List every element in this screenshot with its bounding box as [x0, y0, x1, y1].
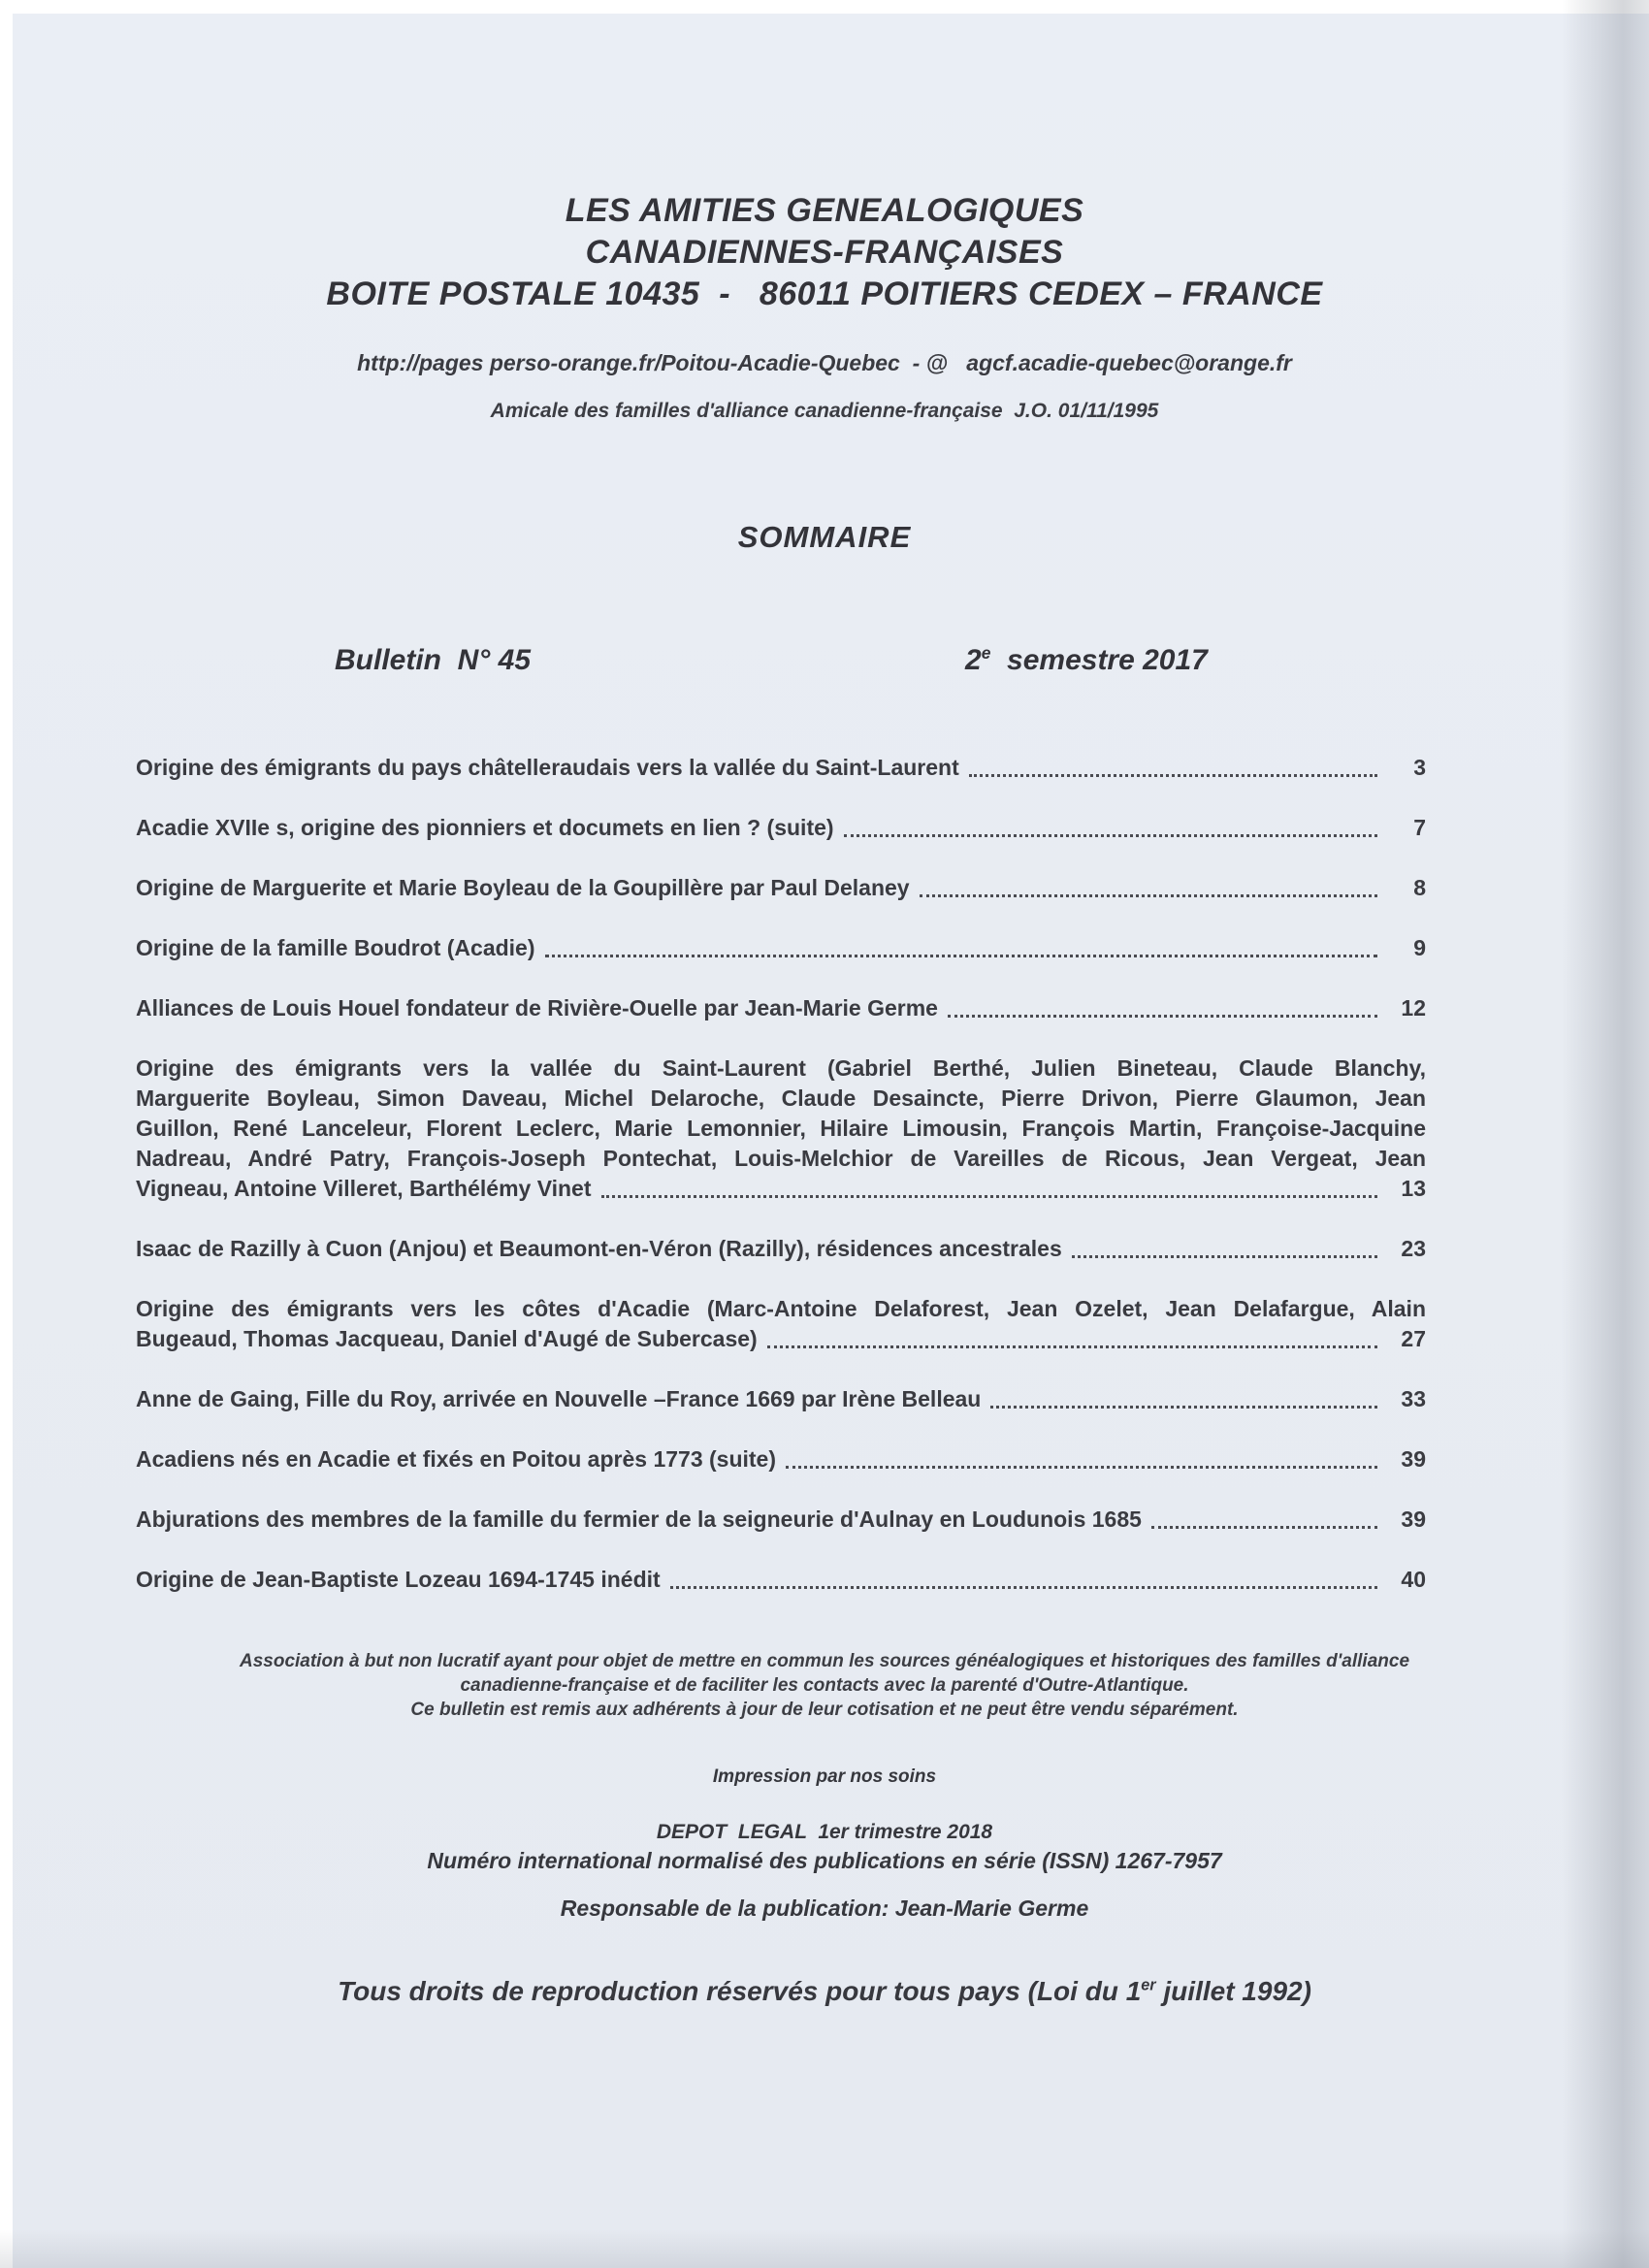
- page-content: [136, 0, 1513, 2007]
- toc-page-number: 9: [1413, 935, 1426, 960]
- toc-entry-text-line: Nadreau, André Patry, François-Joseph Pontechat, Louis-Melchior de Vareilles de Ricous, Jean Vergeat, Jean: [136, 1146, 1426, 1171]
- toc-page-number: 39: [1401, 1446, 1426, 1472]
- toc-page-number: 3: [1413, 755, 1426, 780]
- toc-entry: [136, 1294, 1426, 1354]
- copyright-text: Tous droits de reproduction réservés pour tous pays (Loi du 1: [338, 1976, 1142, 2006]
- toc-entry-title: Origine de Jean-Baptiste Lozeau 1694-1745 inédit: [136, 1567, 661, 1592]
- toc-entry: [136, 1053, 1426, 1204]
- toc-entry-title: Vigneau, Antoine Villeret, Barthélémy Vinet: [136, 1176, 592, 1201]
- toc-page-number: 39: [1401, 1507, 1426, 1532]
- toc-entry-title: Isaac de Razilly à Cuon (Anjou) et Beaumont-en-Véron (Razilly), résidences ancestrales: [136, 1236, 1062, 1261]
- bulletin-issue-row: [136, 644, 1513, 685]
- toc-entry-last-line: [136, 933, 1426, 963]
- semester-rest: semestre 2017: [990, 644, 1208, 676]
- toc-page-number: 33: [1401, 1386, 1426, 1411]
- toc-leader-dots: [844, 834, 1377, 837]
- toc-entry-text-line: Origine des émigrants vers les côtes d'Acadie (Marc-Antoine Delaforest, Jean Ozelet, Jean Delafargue, Alain: [136, 1296, 1426, 1321]
- org-name-line-2: CANADIENNES-FRANÇAISES: [585, 234, 1064, 271]
- toc-entry-text-line: Guillon, René Lanceleur, Florent Leclerc, Marie Lemonnier, Hilaire Limousin, François Martin, Françoise-Jacquine: [136, 1116, 1426, 1141]
- toc-leader-dots: [920, 894, 1377, 897]
- toc-entry-text-line: Origine des émigrants vers la vallée du Saint-Laurent (Gabriel Berthé, Julien Bineteau, Claude Blanchy,: [136, 1055, 1426, 1081]
- publication-manager-line: Responsable de la publication: Jean-Marie Germe: [560, 1895, 1089, 1921]
- toc-entry-title: Origine de la famille Boudrot (Acadie): [136, 935, 535, 960]
- toc-entry-title: Bugeaud, Thomas Jacqueau, Daniel d'Augé de Subercase): [136, 1326, 758, 1351]
- semester-label: [965, 644, 1208, 677]
- semester-number: 2: [965, 644, 982, 676]
- toc-entry-last-line: [136, 1384, 1426, 1414]
- toc-entry-last-line: [136, 1174, 1426, 1204]
- copyright-text-end: juillet 1992): [1155, 1976, 1311, 2006]
- issn-line: Numéro international normalisé des publications en série (ISSN) 1267-7957: [427, 1848, 1222, 1873]
- toc-leader-dots: [948, 1015, 1377, 1018]
- org-name-line-1: LES AMITIES GENEALOGIQUES: [565, 192, 1084, 229]
- toc-entry: [136, 813, 1426, 843]
- toc-entry-last-line: [136, 813, 1426, 843]
- copyright-superscript: er: [1141, 1976, 1156, 1994]
- toc-entry-last-line: [136, 1444, 1426, 1474]
- legal-deposit-line: DEPOT LEGAL 1er trimestre 2018: [656, 1821, 993, 1843]
- toc-entry-last-line: [136, 1324, 1426, 1354]
- toc-entry-title: Origine de Marguerite et Marie Boyleau de la Goupillère par Paul Delaney: [136, 875, 910, 900]
- toc-entry: [136, 1234, 1426, 1264]
- toc-page-number: 7: [1413, 815, 1426, 840]
- toc-entry: [136, 1384, 1426, 1414]
- toc-entry-title: Acadie XVIIe s, origine des pionniers et documets en lien ? (suite): [136, 815, 834, 840]
- toc-leader-dots: [767, 1345, 1377, 1348]
- toc-entry-last-line: [136, 873, 1426, 903]
- association-notice-line-1: Association à but non lucratif ayant pour objet de mettre en commun les sources généalogiques et historiques des familles d'alliance: [239, 1651, 1410, 1671]
- toc-entry-title: Acadiens nés en Acadie et fixés en Poitou après 1773 (suite): [136, 1446, 777, 1472]
- toc-entry-last-line: [136, 1565, 1426, 1595]
- semester-superscript: e: [981, 643, 991, 663]
- toc-entry: [136, 1505, 1426, 1535]
- toc-leader-dots: [990, 1406, 1377, 1409]
- toc-page-number: 23: [1401, 1236, 1426, 1261]
- toc-list: [136, 753, 1426, 1595]
- toc-entry-title: Alliances de Louis Houel fondateur de Rivière-Ouelle par Jean-Marie Germe: [136, 995, 938, 1021]
- sommaire-heading: SOMMAIRE: [737, 520, 912, 554]
- toc-page-number: 12: [1401, 995, 1426, 1021]
- toc-leader-dots: [545, 955, 1377, 957]
- toc-leader-dots: [1151, 1526, 1377, 1529]
- toc-entry: [136, 1444, 1426, 1474]
- toc-page-number: 40: [1401, 1567, 1426, 1592]
- toc-leader-dots: [601, 1195, 1377, 1198]
- association-notice-line-2: canadienne-française et de faciliter les contacts avec la parenté d'Outre-Atlantique.: [460, 1675, 1189, 1696]
- printing-notice: Impression par nos soins: [712, 1766, 937, 1787]
- website-email-line: http://pages perso-orange.fr/Poitou-Acadie-Quebec - @ agcf.acadie-quebec@orange.fr: [357, 350, 1292, 375]
- toc-entry-last-line: [136, 1234, 1426, 1264]
- toc-entry-last-line: [136, 993, 1426, 1023]
- toc-leader-dots: [670, 1586, 1377, 1589]
- toc-entry-title: Anne de Gaing, Fille du Roy, arrivée en Nouvelle –France 1669 par Irène Belleau: [136, 1386, 982, 1411]
- toc-entry: [136, 933, 1426, 963]
- toc-entry: [136, 873, 1426, 903]
- toc-entry: [136, 993, 1426, 1023]
- toc-page-number: 27: [1401, 1326, 1426, 1351]
- association-notice: [136, 1649, 1513, 1722]
- toc-leader-dots: [969, 774, 1377, 777]
- bulletin-number: Bulletin N° 45: [335, 644, 532, 676]
- toc-entry-last-line: [136, 1505, 1426, 1535]
- association-subtitle: Amicale des familles d'alliance canadienne-française J.O. 01/11/1995: [490, 400, 1159, 422]
- org-address-line: BOITE POSTALE 10435 - 86011 POITIERS CEDEX – FRANCE: [326, 275, 1323, 312]
- toc-entry-last-line: [136, 753, 1426, 783]
- toc-entry-text-line: Marguerite Boyleau, Simon Daveau, Michel Delaroche, Claude Desaincte, Pierre Drivon, Pierre Glaumon, Jean: [136, 1085, 1426, 1111]
- toc-leader-dots: [786, 1466, 1377, 1469]
- toc-page-number: 8: [1413, 875, 1426, 900]
- toc-entry-title: Origine des émigrants du pays châtelleraudais vers la vallée du Saint-Laurent: [136, 755, 959, 780]
- toc-page-number: 13: [1401, 1176, 1426, 1201]
- toc-entry: [136, 1565, 1426, 1595]
- toc-entry: [136, 753, 1426, 783]
- association-notice-line-3: Ce bulletin est remis aux adhérents à jour de leur cotisation et ne peut être vendu séparément.: [410, 1700, 1239, 1720]
- toc-leader-dots: [1072, 1255, 1377, 1258]
- organization-header: [136, 0, 1513, 315]
- copyright-line: [136, 1976, 1513, 2007]
- toc-entry-title: Abjurations des membres de la famille du fermier de la seigneurie d'Aulnay en Loudunois 1685: [136, 1507, 1142, 1532]
